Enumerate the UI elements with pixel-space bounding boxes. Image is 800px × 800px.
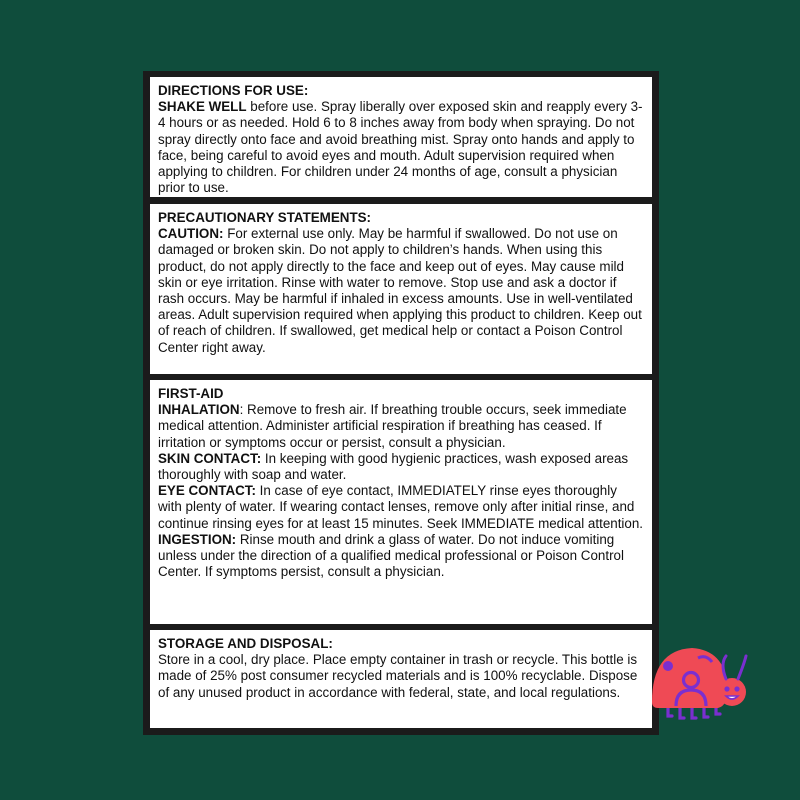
first-aid-skin-contact bbox=[158, 451, 644, 483]
inhalation-text: : Remove to fresh air. If breathing trouble occurs, seek immediate medical attention. Administer artificial respiration if breathing has ceased. If irritation or symptoms occur or persist, consult a physician. bbox=[158, 402, 627, 450]
directions-heading: DIRECTIONS FOR USE: bbox=[158, 83, 309, 98]
precautionary-text: For external use only. May be harmful if swallowed. Do not use on damaged or broken skin. Do not apply to children’s hands. When using this product, do not apply directly to the face and keep out of eyes. May cause mild skin or eye irritation. Rinse with water to remove. Stop use and ask a doctor if rash occurs. May be harmful if inhaled in excess amounts. Use in well-ventilated areas. Adult supervision required when applying this product to children. Keep out of reach of children. If swallowed, get medical help or contact a Poison Control Center right away. bbox=[158, 226, 642, 355]
storage-text: Store in a cool, dry place. Place empty container in trash or recycle. This bottle is made of 25% post consumer recycled materials and is 100% recyclable. Dispose of any unused product in accordance with federal, state, and local regulations. bbox=[158, 652, 638, 700]
ladybug-mascot-icon bbox=[646, 640, 756, 724]
first-aid-eye-contact bbox=[158, 483, 644, 532]
directions-text: before use. Spray liberally over exposed skin and reapply every 3-4 hours or as needed. Hold 6 to 8 inches away from body when spraying. Do not spray directly onto face and avoid breathing mist. Spray onto hands and apply to face, being careful to avoid eyes and mouth. Adult supervision required when applying to children. For children under 24 months of age, consult a physician prior to use. bbox=[158, 99, 643, 196]
caution-lead: CAUTION: bbox=[158, 226, 224, 242]
storage-heading: STORAGE AND DISPOSAL: bbox=[158, 636, 333, 651]
first-aid-panel bbox=[150, 380, 652, 624]
product-label bbox=[143, 71, 659, 735]
directions-body bbox=[158, 99, 644, 196]
eye-contact-text: In case of eye contact, IMMEDIATELY rinse eyes thoroughly with plenty of water. If wearing contact lenses, remove only after initial rinse, and continue rinsing eyes for at least 15 minutes. Seek IMMEDIATE medical attention. bbox=[158, 483, 644, 531]
first-aid-heading: FIRST-AID bbox=[158, 386, 224, 401]
first-aid-inhalation bbox=[158, 402, 644, 451]
precautionary-body bbox=[158, 226, 644, 356]
ingestion-lead: INGESTION: bbox=[158, 531, 237, 547]
directions-lead: SHAKE WELL bbox=[158, 99, 247, 115]
skin-contact-lead: SKIN CONTACT: bbox=[158, 450, 262, 466]
skin-contact-text: In keeping with good hygienic practices, wash exposed areas thoroughly with soap and water. bbox=[158, 450, 629, 483]
first-aid-ingestion bbox=[158, 532, 644, 581]
storage-panel bbox=[150, 630, 652, 728]
inhalation-lead: INHALATION bbox=[158, 402, 240, 418]
ingestion-text: Rinse mouth and drink a glass of water. Do not induce vomiting unless under the direction of a qualified medical professional or Poison Control Center. If symptoms persist, consult a physician. bbox=[158, 531, 624, 580]
directions-panel bbox=[150, 77, 652, 197]
eye-contact-lead: EYE CONTACT: bbox=[158, 483, 256, 499]
precautionary-panel bbox=[150, 204, 652, 374]
precautionary-heading: PRECAUTIONARY STATEMENTS: bbox=[158, 210, 372, 225]
